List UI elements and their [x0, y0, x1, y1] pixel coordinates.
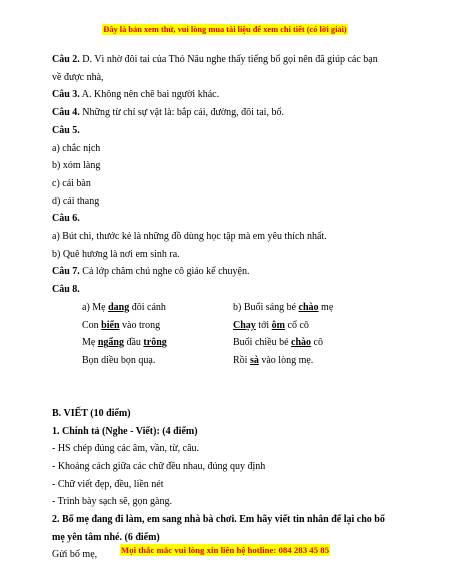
- preview-banner: [0, 25, 450, 34]
- part-2-title-cont: mẹ yên tâm nhé. (6 điểm): [52, 531, 160, 543]
- q7-text: Cả lớp chăm chú nghe cô giáo kể chuyện.: [79, 266, 250, 278]
- poem-left-line: Con biến vào trong: [82, 319, 161, 331]
- question-7: [52, 263, 404, 281]
- criteria-item: - Trình bày sạch sẽ, gọn gàng.: [52, 496, 172, 508]
- q4-text: Những từ chỉ sự vật là: bắp cải, đường, đôi tai, bố.: [79, 107, 284, 119]
- q2-text: D. Vì nhờ đôi tai của Thỏ Nâu nghe thấy tiếng bố gọi nên đã giúp các bạn: [79, 54, 378, 65]
- poem-right-line: Chạy tới ôm cổ cô: [233, 319, 309, 331]
- question-2-cont: về được nhà,: [52, 71, 104, 83]
- q5-label: Câu 5.: [52, 124, 80, 136]
- q7-label: Câu 7.: [52, 266, 80, 278]
- q8-label: Câu 8.: [52, 284, 80, 296]
- question-2: [52, 51, 404, 69]
- question-3: [52, 86, 404, 104]
- q6-answer-a: a) Bút chì, thước kẻ là những đồ dùng học tập mà em yêu thích nhất.: [52, 231, 327, 243]
- q4-label: Câu 4.: [52, 107, 80, 119]
- section-b-title: B. VIẾT (10 điểm): [52, 407, 131, 419]
- hotline-banner: [0, 545, 450, 555]
- poem-right-line: b) Buổi sáng bé chào mẹ: [233, 301, 334, 313]
- question-4: [52, 104, 404, 122]
- criteria-item: - HS chép đúng các âm, vần, từ, câu.: [52, 443, 200, 455]
- poem-right-line: Rồi sà vào lòng mẹ.: [233, 354, 314, 366]
- document-body: [52, 51, 404, 564]
- q3-label: Câu 3.: [52, 89, 80, 101]
- q3-text: A. Không nên chê bai người khác.: [79, 89, 220, 101]
- q6-label: Câu 6.: [52, 213, 80, 225]
- poem-left-line: a) Mẹ dang đôi cánh: [82, 301, 166, 313]
- part-1-title: 1. Chính tả (Nghe - Viết): (4 điểm): [52, 425, 198, 437]
- q8-poem-columns: [52, 299, 404, 405]
- q5-option: a) chắc nịch: [52, 142, 101, 154]
- criteria-item: - Chữ viết đẹp, đều, liền nét: [52, 478, 164, 490]
- hotline-text: Mọi thắc mắc vui lòng xin liên hệ hotline: 084 283 45 85: [120, 545, 330, 555]
- letter-greeting: Gửi bố mẹ,: [52, 549, 98, 561]
- q6-answer-b: b) Quê hương là nơi em sinh ra.: [52, 248, 180, 260]
- q5-option: b) xóm làng: [52, 160, 101, 172]
- q2-label: Câu 2.: [52, 54, 80, 65]
- q5-option: c) cái bàn: [52, 177, 91, 189]
- q5-option: d) cái thang: [52, 195, 100, 207]
- criteria-item: - Khoảng cách giữa các chữ đều nhau, đúng quy định: [52, 460, 266, 472]
- poem-right-line: Buổi chiều bé chào cô: [233, 337, 323, 349]
- poem-left-line: Bọn diều bọn quạ.: [82, 354, 156, 366]
- part-2-title: 2. Bố mẹ đang đi làm, em sang nhà bà chơi. Em hãy viết tin nhắn để lại cho bố: [52, 514, 385, 526]
- preview-banner-text: Đây là bản xem thử, vui lòng mua tài liệu để xem chi tiết (có lời giải): [103, 25, 347, 34]
- poem-left-line: Mẹ ngẩng đầu trông: [82, 337, 167, 349]
